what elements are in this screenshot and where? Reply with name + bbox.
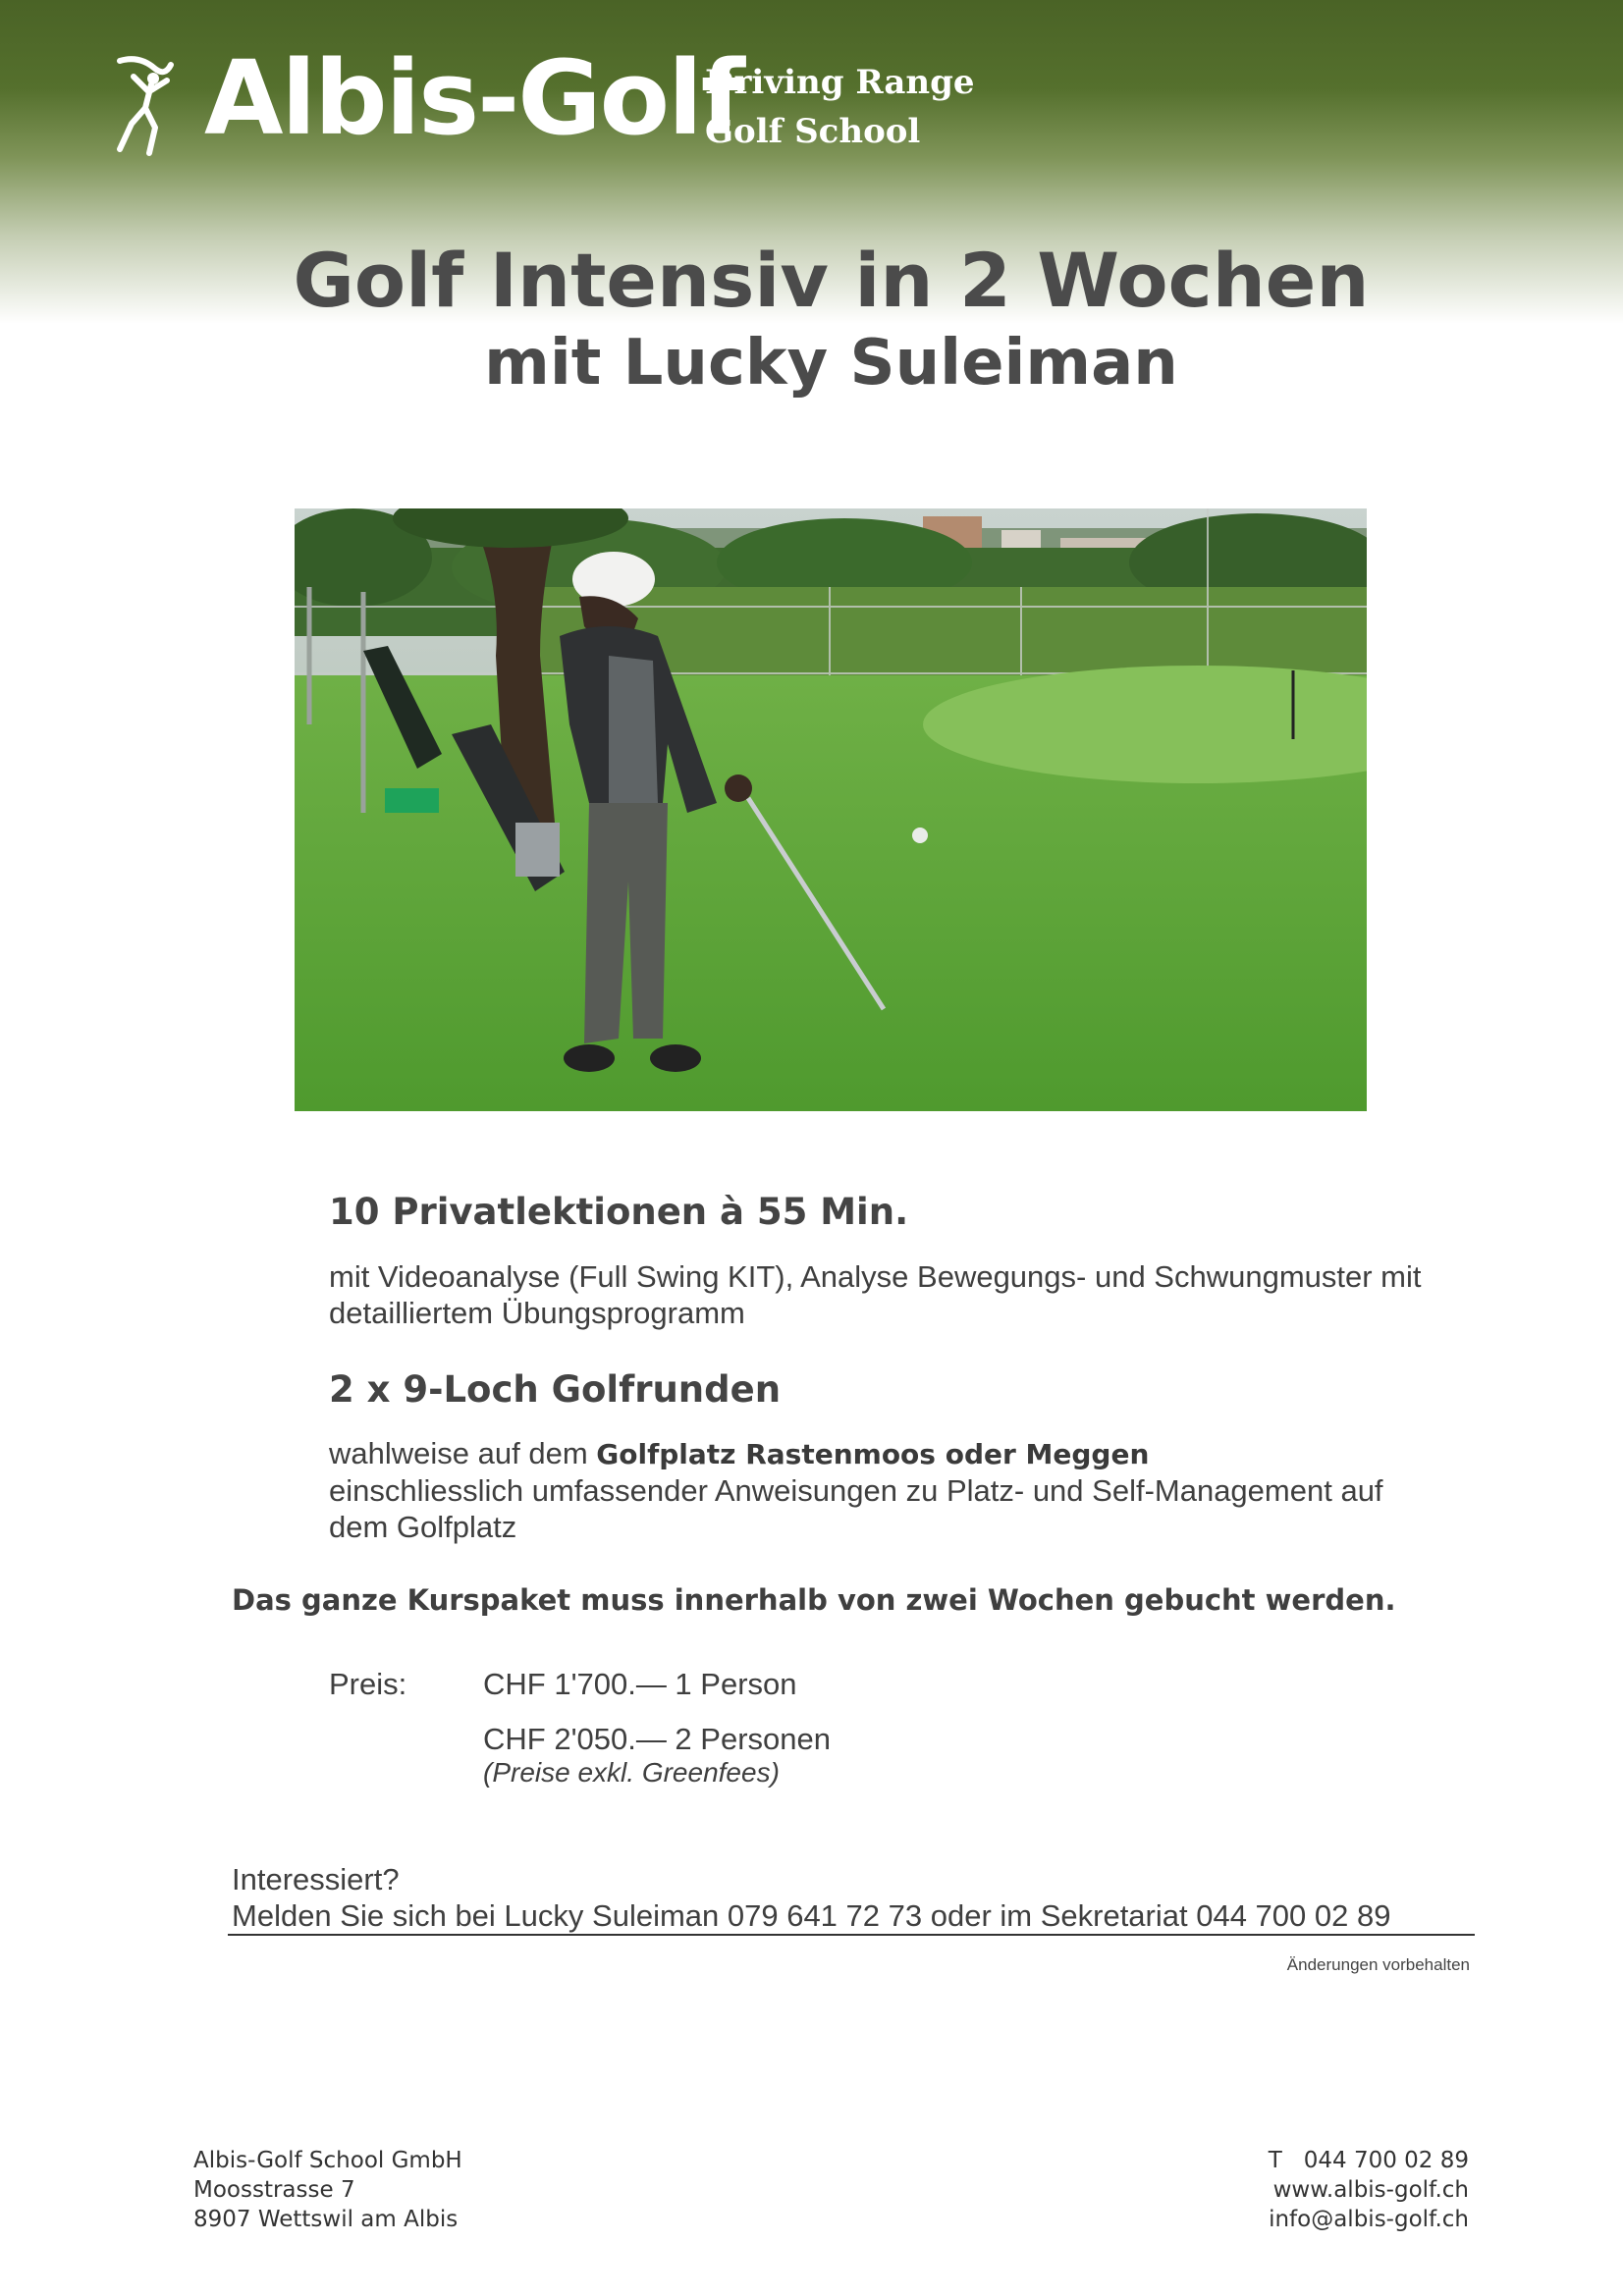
contact-question: Interessiert? [232, 1862, 400, 1896]
price-note: (Preise exkl. Greenfees) [483, 1757, 780, 1788]
section-text-golf-rounds [329, 1435, 1448, 1545]
footer-city: 8907 Wettswil am Albis [193, 2207, 459, 2232]
footer-phone: T 044 700 02 89 [1268, 2148, 1469, 2173]
footer-contact [1269, 2146, 1469, 2234]
disclaimer: Änderungen vorbehalten [1286, 1955, 1470, 1974]
golf-rounds-text-prefix: wahlweise auf dem [329, 1436, 597, 1470]
contact-divider [228, 1934, 1475, 1936]
footer-email-link[interactable]: info@albis-golf.ch [1269, 2207, 1469, 2232]
section-heading-private-lessons: 10 Privatlektionen à 55 Min. [329, 1191, 909, 1233]
footer-website-link[interactable]: www.albis-golf.ch [1272, 2177, 1469, 2203]
footer-address [193, 2146, 462, 2234]
booking-notice: Das ganze Kurspaket muss innerhalb von zwei Wochen gebucht werden. [232, 1583, 1396, 1617]
golf-rounds-text-rest: einschliesslich umfassender Anweisungen zu Platz- und Self-Management auf dem Golfplatz [329, 1473, 1383, 1544]
price-label: Preis: [329, 1667, 407, 1701]
page-title: Golf Intensiv in 2 Wochen [293, 237, 1370, 324]
golfer-logo-icon [110, 51, 185, 159]
brand-subtitle-driving-range: Driving Range [705, 63, 975, 102]
price-option-2-persons: CHF 2'050.— 2 Personen [483, 1722, 831, 1756]
golf-lesson-photo [295, 508, 1367, 1111]
golf-rounds-course-names: Golfplatz Rastenmoos oder Meggen [596, 1438, 1150, 1470]
footer-street: Moosstrasse 7 [193, 2177, 355, 2203]
brand-logo-text: Albis-Golf [204, 38, 744, 158]
price-option-1-person: CHF 1'700.— 1 Person [483, 1667, 797, 1701]
section-heading-golf-rounds: 2 x 9-Loch Golfrunden [329, 1368, 782, 1411]
page-subtitle: mit Lucky Suleiman [484, 327, 1178, 400]
section-text-private-lessons: mit Videoanalyse (Full Swing KIT), Analyse Bewegungs- und Schwungmuster mit detailliertem Übungsprogramm [329, 1259, 1422, 1330]
footer-company: Albis-Golf School GmbH [193, 2148, 462, 2173]
brand-subtitle-golf-school: Golf School [705, 112, 921, 151]
contact-info: Melden Sie sich bei Lucky Suleiman 079 641 72 73 oder im Sekretariat 044 700 02 89 [232, 1898, 1391, 1933]
